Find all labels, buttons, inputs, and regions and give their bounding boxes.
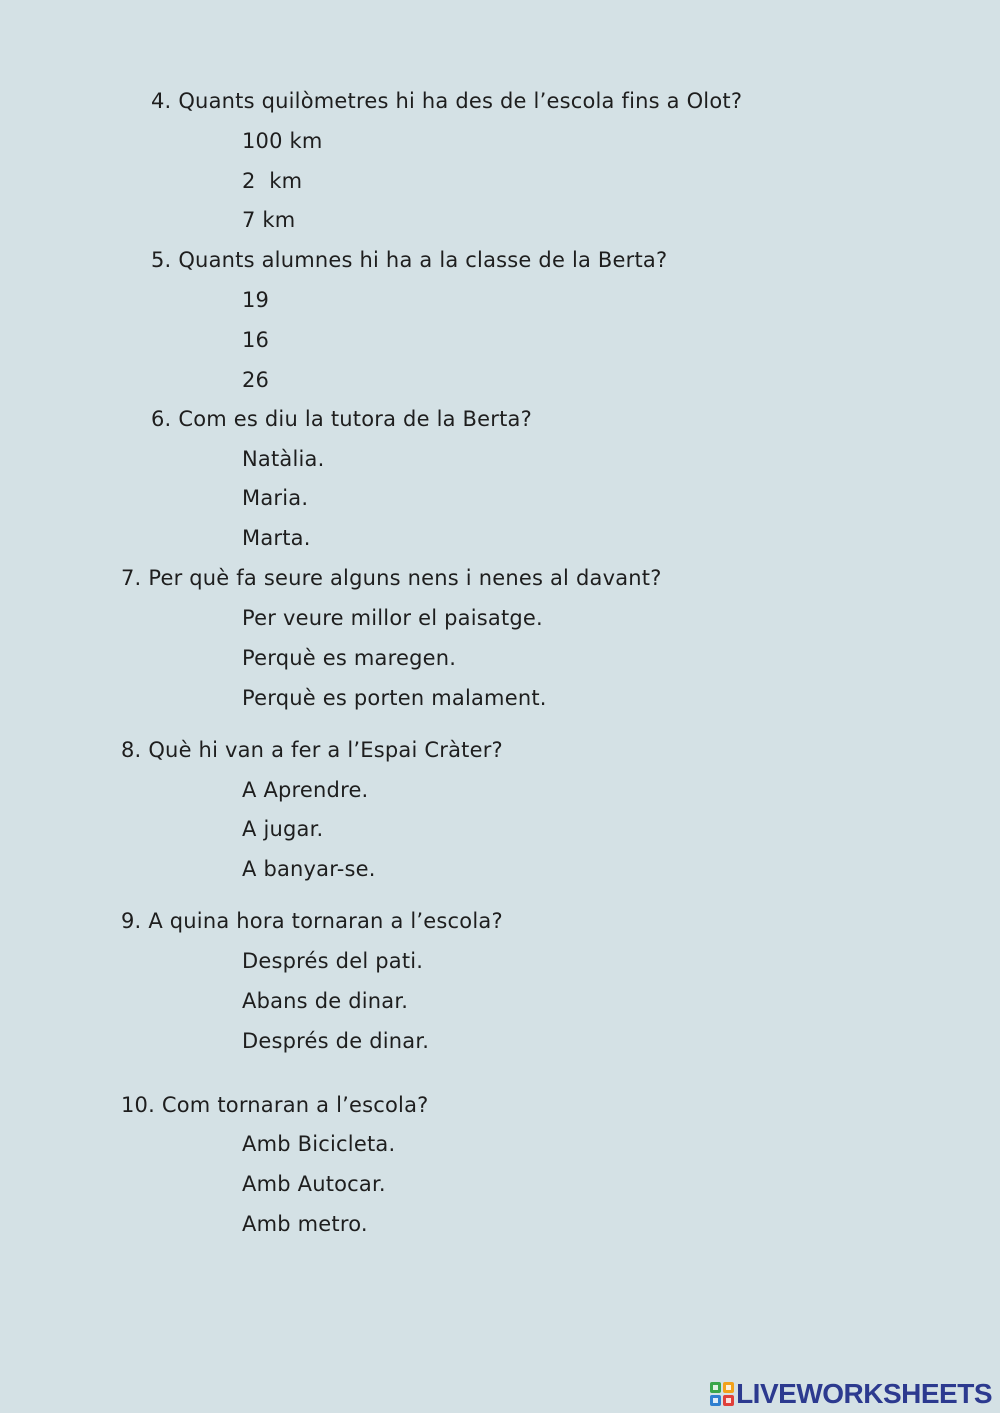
question-5: [151, 248, 667, 272]
answer-option[interactable]: Marta.: [242, 526, 311, 550]
answer-option[interactable]: Després del pati.: [242, 949, 424, 973]
answer-option[interactable]: 19: [242, 288, 270, 312]
question-text: Per què fa seure alguns nens i nenes al davant?: [148, 566, 662, 590]
question-7: [121, 566, 662, 590]
question-10: [121, 1093, 429, 1117]
liveworksheets-logo-icon: [710, 1382, 734, 1406]
question-4: [151, 89, 742, 113]
question-text: Com tornaran a l’escola?: [161, 1093, 429, 1117]
answer-option[interactable]: 26: [242, 368, 270, 392]
answer-option[interactable]: Amb metro.: [242, 1212, 368, 1236]
answer-option[interactable]: A jugar.: [242, 817, 324, 841]
answer-option[interactable]: Maria.: [242, 486, 309, 510]
question-text: Quants quilòmetres hi ha des de l’escola fins a Olot?: [178, 89, 743, 113]
answer-option[interactable]: 16: [242, 328, 270, 352]
liveworksheets-logo-text: LIVEWORKSHEETS: [736, 1378, 992, 1409]
answer-option[interactable]: Perquè es porten malament.: [242, 686, 547, 710]
answer-option[interactable]: 7 km: [242, 208, 296, 232]
question-text: Quants alumnes hi ha a la classe de la Berta?: [178, 248, 668, 272]
question-number: 10.: [121, 1093, 155, 1117]
answer-option[interactable]: Abans de dinar.: [242, 989, 409, 1013]
question-number: 7.: [121, 566, 142, 590]
answer-option[interactable]: A Aprendre.: [242, 778, 369, 802]
question-6: [151, 407, 532, 431]
question-number: 9.: [121, 909, 142, 933]
question-number: 8.: [121, 738, 142, 762]
question-8: [121, 738, 503, 762]
answer-option[interactable]: 2 km: [242, 169, 303, 193]
question-text: Què hi van a fer a l’Espai Cràter?: [148, 738, 503, 762]
question-text: A quina hora tornaran a l’escola?: [148, 909, 503, 933]
answer-option[interactable]: Després de dinar.: [242, 1029, 430, 1053]
question-9: [121, 909, 503, 933]
answer-option[interactable]: Natàlia.: [242, 447, 325, 471]
answer-option[interactable]: A banyar-se.: [242, 857, 376, 881]
question-text: Com es diu la tutora de la Berta?: [178, 407, 532, 431]
answer-option[interactable]: Amb Autocar.: [242, 1172, 386, 1196]
question-number: 4.: [151, 89, 172, 113]
answer-option[interactable]: Perquè es maregen.: [242, 646, 457, 670]
answer-option[interactable]: Amb Bicicleta.: [242, 1132, 396, 1156]
question-number: 5.: [151, 248, 172, 272]
answer-option[interactable]: 100 km: [242, 129, 323, 153]
liveworksheets-logo: [710, 1379, 992, 1409]
question-number: 6.: [151, 407, 172, 431]
answer-option[interactable]: Per veure millor el paisatge.: [242, 606, 543, 630]
